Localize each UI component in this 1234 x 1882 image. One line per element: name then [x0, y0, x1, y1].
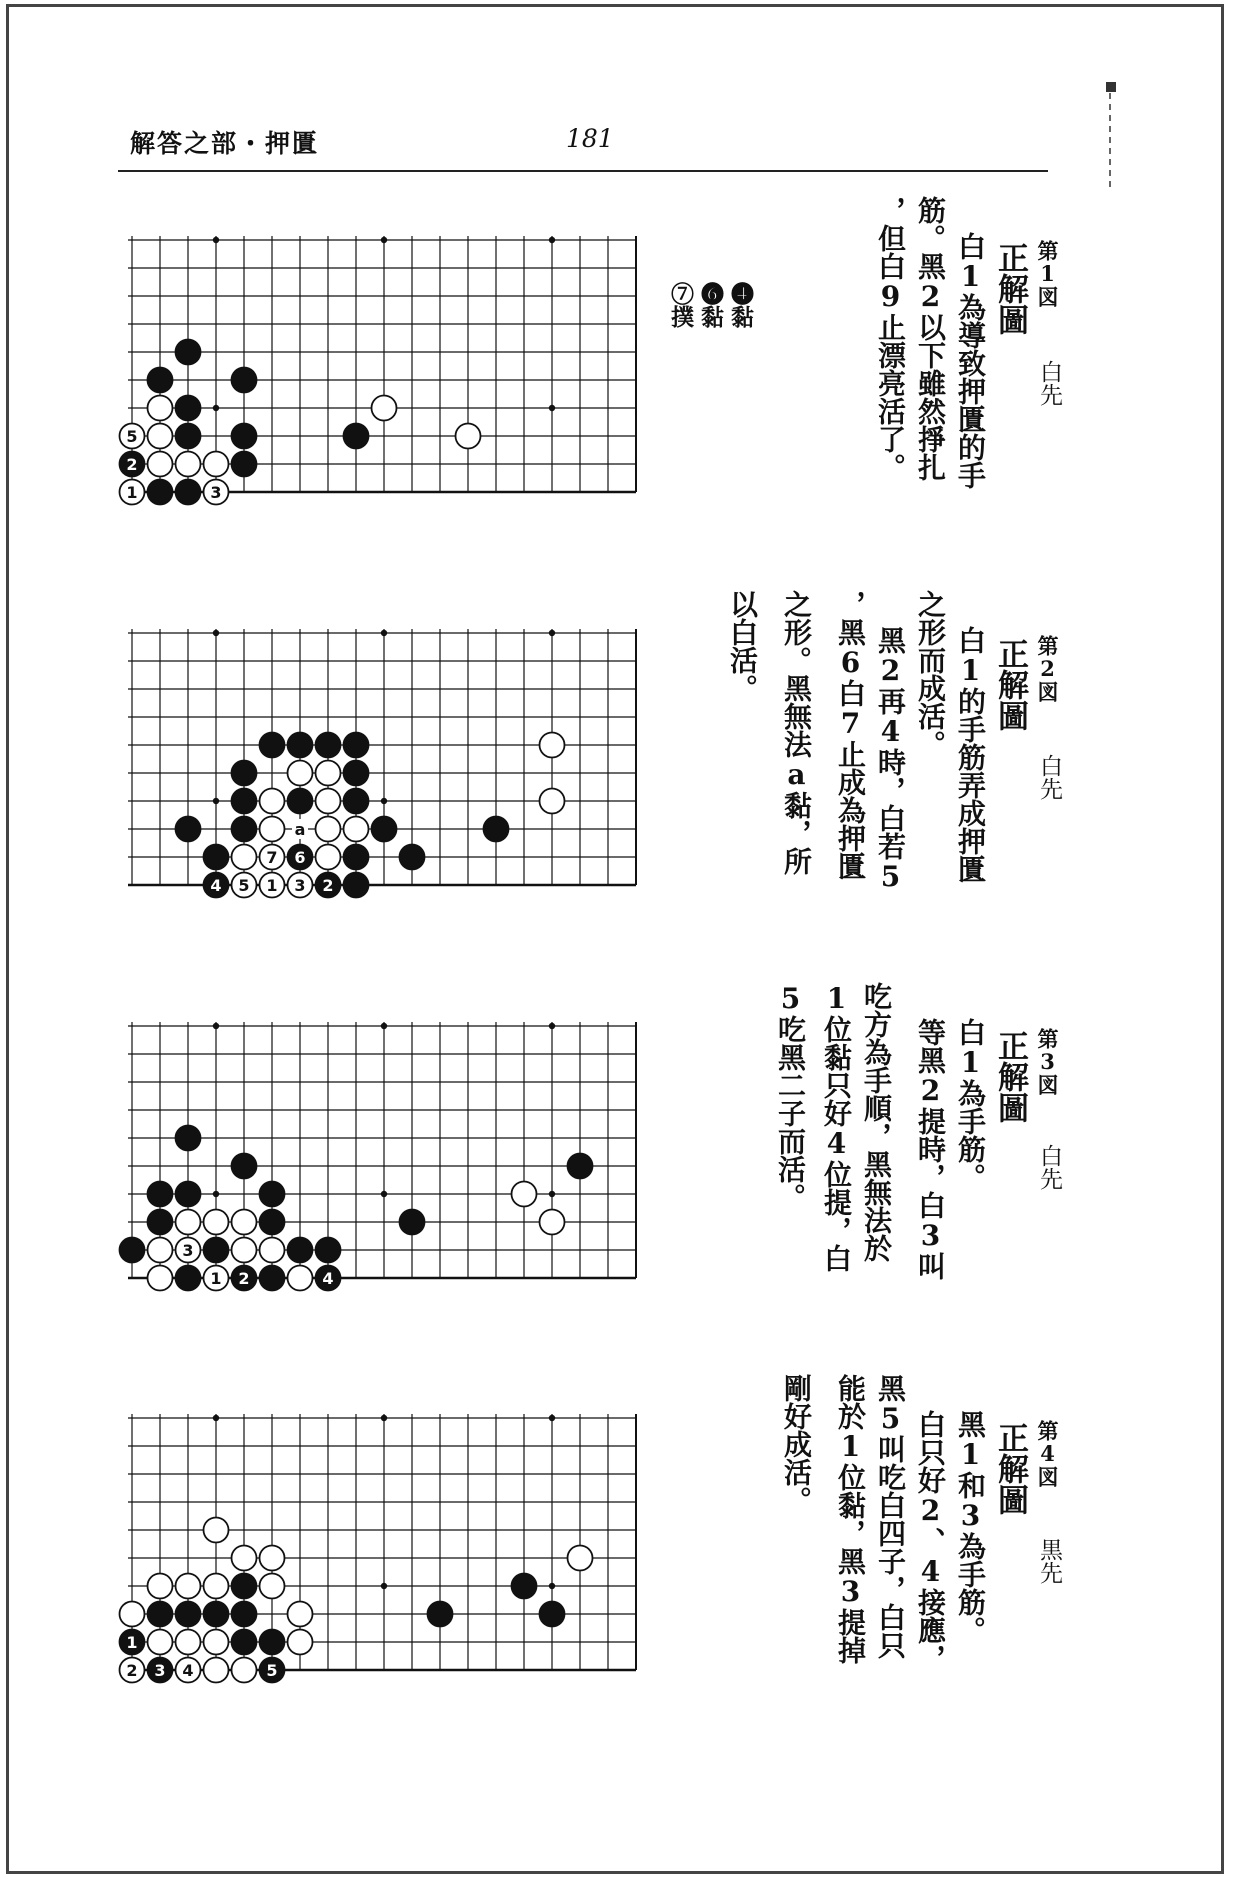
black-stone — [120, 452, 145, 477]
svg-text:a: a — [294, 820, 306, 839]
svg-text:3: 3 — [294, 876, 306, 895]
black-stone — [372, 817, 397, 842]
star-point — [213, 1415, 219, 1421]
white-stone — [176, 1574, 201, 1599]
white-stone — [260, 1574, 285, 1599]
black-stone — [260, 1182, 285, 1207]
svg-text:5: 5 — [126, 427, 138, 446]
white-stone — [260, 1238, 285, 1263]
white-stone — [232, 845, 257, 870]
black-stone — [344, 873, 369, 898]
white-stone — [204, 480, 229, 505]
white-stone — [288, 873, 313, 898]
white-stone — [456, 424, 481, 449]
white-stone — [232, 1546, 257, 1571]
black-stone — [120, 1630, 145, 1655]
svg-text:4: 4 — [182, 1661, 194, 1680]
black-stone — [204, 845, 229, 870]
figure-note-1-1: ❹黏 — [727, 282, 754, 328]
figure-side-4: 黒先 — [1036, 1538, 1062, 1584]
figure-text-3-line1: 白1為手筋。 — [954, 1018, 987, 1191]
white-stone — [148, 1238, 173, 1263]
go-board-fig1 — [120, 232, 660, 532]
board-grid — [128, 1022, 636, 1278]
white-stone — [540, 733, 565, 758]
figure-text-3-line4: 1位黏只好4位提，白 — [820, 982, 853, 1272]
svg-text:3: 3 — [182, 1241, 194, 1260]
black-stone — [344, 761, 369, 786]
white-stone — [176, 1210, 201, 1235]
black-stone — [176, 1182, 201, 1207]
white-stone — [316, 761, 341, 786]
white-stone — [120, 1658, 145, 1683]
black-stone — [120, 1238, 145, 1263]
board-grid — [128, 236, 636, 492]
svg-text:5: 5 — [266, 1661, 278, 1680]
black-stone — [176, 340, 201, 365]
white-stone — [540, 1210, 565, 1235]
svg-text:2: 2 — [126, 1661, 138, 1680]
white-stone — [204, 1574, 229, 1599]
svg-text:3: 3 — [210, 483, 222, 502]
black-stone — [148, 1210, 173, 1235]
white-stone — [260, 873, 285, 898]
black-stone — [148, 1658, 173, 1683]
black-stone — [176, 817, 201, 842]
svg-text:7: 7 — [266, 848, 278, 867]
figure-text-2-line1: 白1的手筋弄成押匱 — [954, 626, 987, 883]
figure-title-1: 正解圖 — [992, 242, 1028, 335]
white-stone — [260, 817, 285, 842]
star-point — [213, 405, 219, 411]
white-stone — [148, 424, 173, 449]
black-stone — [204, 1602, 229, 1627]
white-stone — [260, 789, 285, 814]
black-stone — [204, 873, 229, 898]
figure-text-3-line3: 吃方為手順，黑無法於 — [860, 982, 893, 1262]
black-stone — [232, 761, 257, 786]
white-stone — [204, 452, 229, 477]
star-point — [213, 237, 219, 243]
star-point — [213, 1191, 219, 1197]
star-point — [381, 798, 387, 804]
figure-note-1-3: ⑦撲 — [667, 282, 694, 328]
white-stone — [260, 1546, 285, 1571]
black-stone — [232, 789, 257, 814]
white-stone — [204, 1210, 229, 1235]
figure-text-1-line1: 白1為導致押匱的手 — [954, 232, 987, 489]
black-stone — [260, 733, 285, 758]
svg-text:1: 1 — [126, 483, 138, 502]
star-point — [213, 798, 219, 804]
white-stone — [232, 1238, 257, 1263]
svg-text:4: 4 — [210, 876, 222, 895]
white-stone — [176, 1658, 201, 1683]
star-point — [549, 1415, 555, 1421]
white-stone — [204, 1630, 229, 1655]
star-point — [549, 1191, 555, 1197]
black-stone — [260, 1210, 285, 1235]
black-stone — [568, 1154, 593, 1179]
black-stone — [428, 1602, 453, 1627]
white-stone — [204, 1518, 229, 1543]
star-point — [213, 630, 219, 636]
figure-side-3: 白先 — [1036, 1144, 1062, 1190]
white-stone — [344, 817, 369, 842]
black-stone — [288, 845, 313, 870]
figure-text-3-line2: 等黑2提時，白3叫 — [914, 1018, 947, 1280]
white-stone — [316, 789, 341, 814]
figure-text-1-line2: 筋。黑2以下雖然掙扎 — [914, 196, 947, 481]
star-point — [549, 1583, 555, 1589]
star-point — [381, 1583, 387, 1589]
star-point — [381, 237, 387, 243]
white-stone — [120, 1602, 145, 1627]
star-point — [549, 630, 555, 636]
black-stone — [344, 733, 369, 758]
svg-text:1: 1 — [210, 1269, 222, 1288]
black-stone — [344, 845, 369, 870]
star-point — [381, 1023, 387, 1029]
white-stone — [232, 873, 257, 898]
figure-side-1: 白先 — [1036, 360, 1062, 406]
white-stone — [288, 1630, 313, 1655]
white-stone — [232, 1210, 257, 1235]
figure-title-2: 正解圖 — [992, 638, 1028, 731]
black-stone — [204, 1238, 229, 1263]
figure-number-2: 第2図 — [1035, 635, 1060, 702]
black-stone — [232, 817, 257, 842]
figure-text-3-line5: 5吃黑二子而活。 — [774, 982, 807, 1211]
black-stone — [288, 1238, 313, 1263]
black-stone — [288, 733, 313, 758]
svg-text:6: 6 — [294, 848, 306, 867]
svg-text:1: 1 — [126, 1633, 138, 1652]
figure-text-2-line4: ，黑6白7止成為押匱 — [834, 590, 867, 880]
white-stone — [120, 424, 145, 449]
svg-text:2: 2 — [238, 1269, 250, 1288]
page-number: 181 — [566, 124, 614, 153]
black-stone — [148, 368, 173, 393]
white-stone — [148, 1574, 173, 1599]
star-point — [381, 1415, 387, 1421]
black-stone — [260, 1630, 285, 1655]
black-stone — [176, 1126, 201, 1151]
white-stone — [120, 480, 145, 505]
black-stone — [232, 1602, 257, 1627]
black-stone — [484, 817, 509, 842]
black-stone — [316, 873, 341, 898]
black-stone — [176, 480, 201, 505]
figure-note-1-2: ❻黏 — [697, 282, 724, 328]
white-stone — [204, 1266, 229, 1291]
black-stone — [260, 1658, 285, 1683]
white-stone — [204, 1658, 229, 1683]
figure-side-2: 白先 — [1036, 754, 1062, 800]
black-stone — [232, 1154, 257, 1179]
figure-title-3: 正解圖 — [992, 1030, 1028, 1123]
black-stone — [288, 789, 313, 814]
board-grid — [128, 1414, 636, 1670]
white-stone — [316, 845, 341, 870]
scan-mark — [1106, 82, 1118, 192]
svg-text:2: 2 — [322, 876, 334, 895]
black-stone — [232, 1574, 257, 1599]
board-grid — [128, 629, 636, 885]
black-stone — [176, 396, 201, 421]
figure-text-2-line5: 之形。黑無法a黏，所 — [780, 590, 813, 875]
svg-text:2: 2 — [126, 455, 138, 474]
svg-text:3: 3 — [154, 1661, 166, 1680]
black-stone — [176, 424, 201, 449]
figure-text-2-line6: 以白活。 — [726, 590, 759, 702]
black-stone — [316, 1266, 341, 1291]
section-header: 解答之部・押匱 — [130, 129, 320, 158]
white-stone — [316, 817, 341, 842]
black-stone — [232, 424, 257, 449]
svg-text:1: 1 — [266, 876, 278, 895]
black-stone — [316, 733, 341, 758]
star-point — [213, 1023, 219, 1029]
go-board-fig4 — [120, 1410, 660, 1710]
white-stone — [148, 452, 173, 477]
black-stone — [232, 368, 257, 393]
white-stone — [148, 1266, 173, 1291]
black-stone — [148, 1182, 173, 1207]
white-stone — [288, 1602, 313, 1627]
black-stone — [260, 1266, 285, 1291]
black-stone — [400, 845, 425, 870]
white-stone — [568, 1546, 593, 1571]
star-point — [381, 630, 387, 636]
white-stone — [260, 845, 285, 870]
black-stone — [176, 1266, 201, 1291]
black-stone — [316, 1238, 341, 1263]
figure-text-4-line5: 剛好成活。 — [780, 1374, 813, 1514]
black-stone — [400, 1210, 425, 1235]
go-board-fig3 — [120, 1018, 660, 1318]
black-stone — [232, 1630, 257, 1655]
white-stone — [176, 452, 201, 477]
svg-text:5: 5 — [238, 876, 250, 895]
black-stone — [176, 1602, 201, 1627]
white-stone — [288, 761, 313, 786]
black-stone — [344, 424, 369, 449]
svg-text:4: 4 — [322, 1269, 334, 1288]
white-stone — [176, 1630, 201, 1655]
black-stone — [540, 1602, 565, 1627]
white-stone — [288, 1266, 313, 1291]
figure-text-1-line3: ，但白9止漂亮活了。 — [874, 196, 907, 481]
star-point — [549, 1023, 555, 1029]
white-stone — [540, 789, 565, 814]
white-stone — [148, 1630, 173, 1655]
white-stone — [176, 1238, 201, 1263]
white-stone — [148, 396, 173, 421]
figure-number-1: 第1図 — [1035, 240, 1060, 307]
black-stone — [512, 1574, 537, 1599]
white-stone — [512, 1182, 537, 1207]
figure-notes-1 — [665, 282, 755, 328]
point-label — [292, 819, 308, 839]
go-board-fig2 — [120, 625, 660, 925]
figure-text-4-line3: 黑5叫吃白四子，白只 — [874, 1374, 907, 1659]
black-stone — [148, 480, 173, 505]
figure-text-4-line1: 黑1和3為手筋。 — [954, 1410, 987, 1644]
star-point — [381, 1191, 387, 1197]
figure-text-4-line4: 能於1位黏，黑3提掉 — [834, 1374, 867, 1664]
black-stone — [344, 789, 369, 814]
figure-title-4: 正解圖 — [992, 1422, 1028, 1515]
figure-text-4-line2: 白只好2、4接應， — [914, 1410, 947, 1672]
header-rule — [118, 170, 1048, 172]
figure-text-2-line3: 黑2再4時，白若5 — [874, 626, 907, 893]
black-stone — [232, 1266, 257, 1291]
star-point — [549, 237, 555, 243]
star-point — [549, 405, 555, 411]
white-stone — [372, 396, 397, 421]
white-stone — [232, 1658, 257, 1683]
black-stone — [232, 452, 257, 477]
figure-number-4: 第4図 — [1035, 1420, 1060, 1487]
figure-text-2-line2: 之形而成活。 — [914, 590, 947, 758]
black-stone — [148, 1602, 173, 1627]
figure-number-3: 第3図 — [1035, 1028, 1060, 1095]
